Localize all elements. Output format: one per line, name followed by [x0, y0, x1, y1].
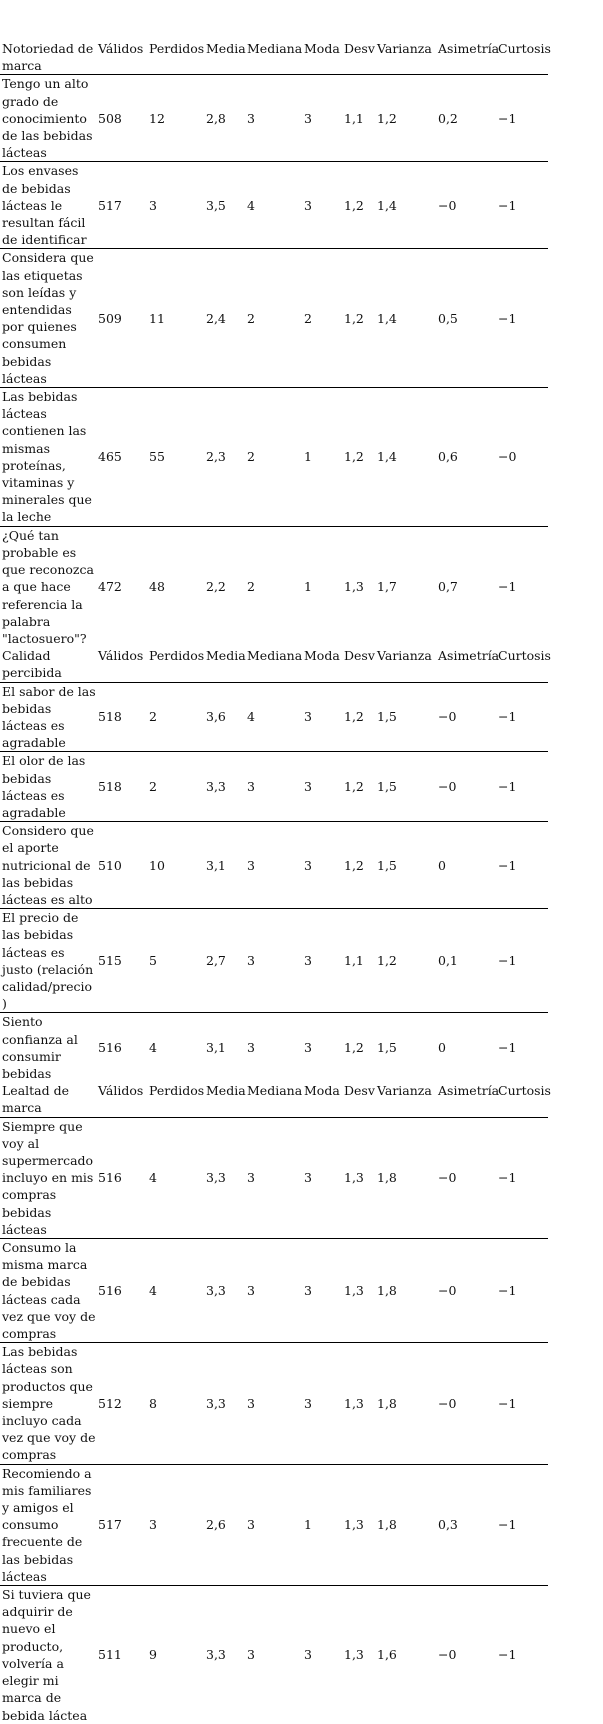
cell-value: 3,5	[204, 162, 245, 249]
cell-value: 5	[147, 909, 204, 1013]
cell-value: 3,6	[204, 682, 245, 752]
cell-value: 1,3	[342, 1464, 375, 1585]
cell-value: 516	[96, 1117, 147, 1238]
section-title: Calidad percibida	[2, 648, 62, 681]
cell-value: 1	[302, 388, 342, 527]
column-header: Mediana	[247, 41, 303, 56]
cell-value: 509	[96, 249, 147, 388]
section-header-row	[0, 1082, 548, 1117]
cell-value: 472	[96, 526, 147, 647]
cell-value: 0,7	[436, 526, 496, 647]
column-header: Desv	[344, 1083, 375, 1099]
cell-value: 1,2	[342, 822, 375, 909]
cell-value: −1	[496, 1013, 548, 1082]
table-row	[0, 682, 548, 752]
cell-value: 1,2	[375, 75, 436, 162]
cell-value: 1,2	[342, 752, 375, 822]
cell-value: 2	[245, 526, 302, 647]
cell-value: 3	[302, 1117, 342, 1238]
cell-value: 516	[96, 1013, 147, 1082]
cell-value: 0,2	[436, 75, 496, 162]
cell-value: 3	[302, 162, 342, 249]
cell-value: 511	[96, 1586, 147, 1724]
column-header: Válidos	[98, 1083, 144, 1099]
column-header: Moda	[304, 648, 340, 664]
cell-value: 3	[302, 1586, 342, 1724]
column-header: Perdidos	[149, 41, 205, 56]
row-label: El precio de las bebidas lácteas es justo (relación calidad/precio)	[0, 909, 96, 1013]
cell-value: 3,3	[204, 1343, 245, 1464]
table-row	[0, 752, 548, 822]
row-label: Considero que el aporte nutricional de las bebidas lácteas es alto	[0, 822, 96, 909]
cell-value: −0	[436, 162, 496, 249]
cell-value: 465	[96, 388, 147, 527]
cell-value: −1	[496, 162, 548, 249]
table-row	[0, 909, 548, 1013]
cell-value: 3	[245, 752, 302, 822]
row-label: Considera que las etiquetas son leídas y entendidas por quienes consumen bebidas lácteas	[0, 249, 96, 388]
cell-value: 1,8	[375, 1117, 436, 1238]
cell-value: 2,4	[204, 249, 245, 388]
cell-value: 0,1	[436, 909, 496, 1013]
column-header: Varianza	[377, 648, 432, 664]
cell-value: 1,2	[375, 909, 436, 1013]
cell-value: 1,5	[375, 822, 436, 909]
row-label: Las bebidas lácteas contienen las mismas proteínas, vitaminas y minerales que la leche	[0, 388, 96, 527]
row-label: Siento confianza al consumir bebidas	[0, 1013, 96, 1082]
column-header: Desv	[344, 41, 375, 56]
cell-value: 3,3	[204, 1239, 245, 1343]
table-row	[0, 1013, 548, 1082]
cell-value: 3,3	[204, 1586, 245, 1724]
cell-value: −1	[496, 249, 548, 388]
table-row	[0, 526, 548, 647]
cell-value: 1	[302, 526, 342, 647]
row-label: Recomiendo a mis familiares y amigos el consumo frecuente de las bebidas lácteas	[0, 1464, 96, 1585]
row-label: Los envases de bebidas lácteas le resultan fácil de identificar	[0, 162, 96, 249]
cell-value: 55	[147, 388, 204, 527]
cell-value: 3	[147, 162, 204, 249]
row-label: Consumo la misma marca de bebidas lácteas cada vez que voy de compras	[2, 1240, 96, 1342]
cell-value: −1	[496, 1343, 548, 1464]
cell-value: 4	[245, 682, 302, 752]
cell-value: −1	[496, 1586, 548, 1724]
cell-value: 2	[245, 388, 302, 527]
row-label: ¿Qué tan probable es que reconozca a que hace referencia la palabra "lactosuero"?	[0, 526, 96, 647]
cell-value: 1,1	[342, 75, 375, 162]
cell-value: 517	[96, 1464, 147, 1585]
cell-value: 3,1	[204, 1013, 245, 1082]
cell-value: 12	[147, 75, 204, 162]
section-header-row	[0, 40, 548, 75]
cell-value: 3	[245, 1343, 302, 1464]
table-row	[0, 388, 548, 527]
cell-value: 516	[96, 1239, 147, 1343]
column-header: Asimetría	[438, 41, 500, 56]
cell-value: 3	[245, 1013, 302, 1082]
cell-value: 518	[96, 752, 147, 822]
cell-value: −0	[436, 682, 496, 752]
section-title: Lealtad de marca	[2, 1083, 69, 1116]
row-label: Las bebidas lácteas son productos que siempre incluyo cada vez que voy de compras	[2, 1344, 96, 1463]
cell-value: −0	[436, 1586, 496, 1724]
cell-value: 1,8	[375, 1464, 436, 1585]
cell-value: 9	[147, 1586, 204, 1724]
cell-value: 3	[302, 682, 342, 752]
cell-value: 3,3	[204, 1117, 245, 1238]
cell-value: −1	[496, 1239, 548, 1343]
cell-value: −1	[496, 909, 548, 1013]
cell-value: 3	[302, 1343, 342, 1464]
cell-value: 512	[96, 1343, 147, 1464]
cell-value: 0	[436, 822, 496, 909]
table-row	[0, 1464, 548, 1585]
column-header: Moda	[304, 1083, 340, 1099]
cell-value: −0	[436, 1239, 496, 1343]
cell-value: 3	[245, 1586, 302, 1724]
cell-value: 3	[245, 1117, 302, 1238]
cell-value: 3	[302, 909, 342, 1013]
column-header: Válidos	[98, 648, 144, 664]
column-header: Varianza	[377, 41, 432, 56]
cell-value: 2	[147, 682, 204, 752]
table-body	[0, 40, 551, 1724]
cell-value: 1,8	[375, 1239, 436, 1343]
cell-value: 1,4	[375, 162, 436, 249]
cell-value: 0,5	[436, 249, 496, 388]
cell-value: 4	[147, 1013, 204, 1082]
column-header: Media	[206, 41, 246, 56]
cell-value: 3	[302, 1013, 342, 1082]
column-header: Media	[206, 1083, 246, 1099]
cell-value: −1	[496, 1464, 548, 1585]
table-row	[0, 162, 548, 249]
cell-value: 3	[245, 1239, 302, 1343]
cell-value: 1,6	[375, 1586, 436, 1724]
column-header: Desv	[344, 648, 375, 664]
table-row	[0, 1239, 548, 1343]
cell-value: 1	[302, 1464, 342, 1585]
column-header: Media	[206, 648, 246, 664]
cell-value: 3,1	[204, 822, 245, 909]
column-header: Mediana	[247, 1083, 303, 1099]
column-header: Asimetría	[438, 1083, 500, 1099]
cell-value: −0	[436, 752, 496, 822]
cell-value: 1,3	[342, 526, 375, 647]
row-label: Siempre que voy al supermercado incluyo en mis compras bebidas lácteas	[0, 1117, 96, 1238]
cell-value: 3	[245, 909, 302, 1013]
cell-value: 1,8	[375, 1343, 436, 1464]
table-row	[0, 1343, 548, 1464]
cell-value: 2,2	[204, 526, 245, 647]
cell-value: 2,8	[204, 75, 245, 162]
cell-value: 1,1	[342, 909, 375, 1013]
cell-value: 1,5	[375, 1013, 436, 1082]
cell-value: −0	[496, 388, 548, 527]
section-header-row	[0, 647, 548, 682]
cell-value: 1,3	[342, 1586, 375, 1724]
cell-value: 3	[245, 822, 302, 909]
cell-value: 1,2	[342, 249, 375, 388]
cell-value: 3	[147, 1464, 204, 1585]
cell-value: 515	[96, 909, 147, 1013]
cell-value: 3,3	[204, 752, 245, 822]
cell-value: −1	[496, 752, 548, 822]
cell-value: 2	[147, 752, 204, 822]
cell-value: −1	[496, 75, 548, 162]
column-header: Asimetría	[438, 648, 500, 664]
cell-value: 2	[245, 249, 302, 388]
column-header: Perdidos	[149, 1083, 205, 1099]
cell-value: 2	[302, 249, 342, 388]
cell-value: 0,6	[436, 388, 496, 527]
cell-value: 2,3	[204, 388, 245, 527]
cell-value: −1	[496, 682, 548, 752]
cell-value: −1	[496, 1117, 548, 1238]
cell-value: 11	[147, 249, 204, 388]
cell-value: 1,4	[375, 249, 436, 388]
cell-value: 3	[302, 75, 342, 162]
cell-value: 3	[302, 822, 342, 909]
cell-value: 48	[147, 526, 204, 647]
cell-value: 1,7	[375, 526, 436, 647]
cell-value: 517	[96, 162, 147, 249]
row-label: Si tuviera que adquirir de nuevo el producto, volvería a elegir mi marca de bebida láctea	[0, 1586, 96, 1724]
cell-value: −0	[436, 1117, 496, 1238]
column-header: Mediana	[247, 648, 303, 664]
column-header: Curtosis	[498, 648, 551, 664]
cell-value: 4	[245, 162, 302, 249]
table-row	[0, 75, 548, 162]
column-header: Varianza	[377, 1083, 432, 1099]
column-header: Moda	[304, 41, 340, 56]
cell-value: 1,5	[375, 682, 436, 752]
column-header: Curtosis	[498, 1083, 551, 1099]
cell-value: −1	[496, 526, 548, 647]
cell-value: 508	[96, 75, 147, 162]
table-row	[0, 249, 548, 388]
cell-value: 1,2	[342, 388, 375, 527]
section-title: Notoriedad de marca	[2, 41, 94, 74]
cell-value: 1,3	[342, 1117, 375, 1238]
cell-value: 4	[147, 1117, 204, 1238]
cell-value: 4	[147, 1239, 204, 1343]
cell-value: 0,3	[436, 1464, 496, 1585]
cell-value: −0	[436, 1343, 496, 1464]
cell-value: 3	[245, 1464, 302, 1585]
cell-value: 2,6	[204, 1464, 245, 1585]
cell-value: 3	[245, 75, 302, 162]
cell-value: 518	[96, 682, 147, 752]
cell-value: 3	[302, 752, 342, 822]
row-label: El sabor de las bebidas lácteas es agradable	[2, 683, 96, 751]
cell-value: 1,2	[342, 1013, 375, 1082]
cell-value: 2,7	[204, 909, 245, 1013]
cell-value: 0	[436, 1013, 496, 1082]
cell-value: 510	[96, 822, 147, 909]
cell-value: 3	[302, 1239, 342, 1343]
cell-value: 1,3	[342, 1239, 375, 1343]
row-label: El olor de las bebidas lácteas es agradable	[0, 752, 96, 822]
table-row	[0, 1586, 548, 1724]
cell-value: 1,2	[342, 682, 375, 752]
table-row	[0, 1117, 548, 1238]
column-header: Perdidos	[149, 648, 205, 664]
cell-value: 10	[147, 822, 204, 909]
cell-value: 1,3	[342, 1343, 375, 1464]
statistics-table	[0, 40, 551, 1724]
cell-value: 1,5	[375, 752, 436, 822]
column-header: Curtosis	[498, 41, 551, 56]
table-row	[0, 822, 548, 909]
cell-value: 8	[147, 1343, 204, 1464]
cell-value: 1,4	[375, 388, 436, 527]
column-header: Válidos	[98, 41, 144, 56]
cell-value: 1,2	[342, 162, 375, 249]
cell-value: −1	[496, 822, 548, 909]
row-label: Tengo un alto grado de conocimiento de las bebidas lácteas	[0, 75, 96, 162]
